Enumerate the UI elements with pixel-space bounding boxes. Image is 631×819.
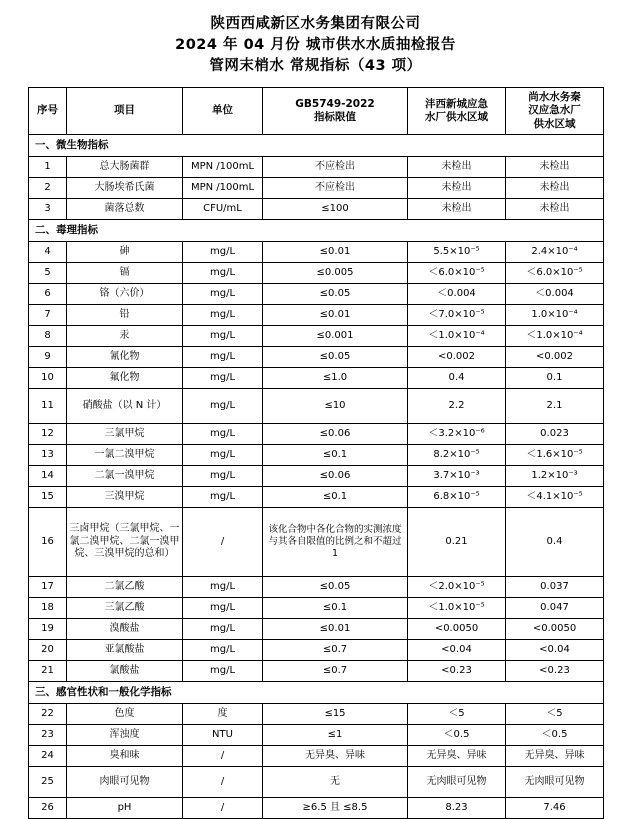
- cell-unit: mg/L: [183, 263, 263, 284]
- cell-limit: ≤0.1: [263, 445, 408, 466]
- cell-region-2: 未检出: [506, 199, 604, 220]
- cell-region-2: ＜0.004: [506, 284, 604, 305]
- cell-no: 6: [29, 284, 67, 305]
- cell-unit: MPN /100mL: [183, 157, 263, 178]
- cell-item: 氟化物: [67, 368, 183, 389]
- cell-unit: mg/L: [183, 619, 263, 640]
- cell-region-1: 8.23: [408, 798, 506, 819]
- cell-no: 10: [29, 368, 67, 389]
- cell-region-1: ＜5: [408, 704, 506, 725]
- cell-region-1: 无肉眼可见物: [408, 767, 506, 798]
- header-region-1-line1: 沣西新城应急: [425, 97, 488, 110]
- table-row: [29, 598, 604, 619]
- cell-item: 氰化物: [67, 347, 183, 368]
- cell-unit: mg/L: [183, 347, 263, 368]
- cell-limit: ≤0.06: [263, 466, 408, 487]
- cell-unit: mg/L: [183, 242, 263, 263]
- cell-region-2: 0.1: [506, 368, 604, 389]
- cell-limit: ≤100: [263, 199, 408, 220]
- header-limit: [263, 88, 408, 135]
- cell-item: 溴酸盐: [67, 619, 183, 640]
- cell-limit: ≤0.01: [263, 619, 408, 640]
- cell-region-2: 2.4×10⁻⁴: [506, 242, 604, 263]
- cell-region-1: 0.21: [408, 508, 506, 577]
- cell-item: 浑浊度: [67, 725, 183, 746]
- header-unit: 单位: [183, 88, 263, 135]
- table-row: [29, 640, 604, 661]
- table-row: [29, 242, 604, 263]
- table-body: [29, 135, 604, 819]
- cell-no: 22: [29, 704, 67, 725]
- cell-unit: /: [183, 508, 263, 577]
- cell-no: 7: [29, 305, 67, 326]
- table-row: [29, 661, 604, 682]
- cell-item: 一氯二溴甲烷: [67, 445, 183, 466]
- cell-unit: mg/L: [183, 466, 263, 487]
- cell-no: 2: [29, 178, 67, 199]
- cell-region-2: ＜1.6×10⁻⁵: [506, 445, 604, 466]
- cell-region-2: <0.23: [506, 661, 604, 682]
- cell-limit: ≤15: [263, 704, 408, 725]
- cell-item: 氯酸盐: [67, 661, 183, 682]
- cell-no: 13: [29, 445, 67, 466]
- cell-region-1: ＜2.0×10⁻⁵: [408, 577, 506, 598]
- cell-limit: ≤0.01: [263, 242, 408, 263]
- cell-limit: 无: [263, 767, 408, 798]
- cell-region-2: 无肉眼可见物: [506, 767, 604, 798]
- report-period-title: 2024 年 04 月份 城市供水水质抽检报告: [175, 37, 456, 54]
- cell-region-2: <0.04: [506, 640, 604, 661]
- cell-limit: ≤0.7: [263, 661, 408, 682]
- cell-region-1: ＜1.0×10⁻⁴: [408, 326, 506, 347]
- cell-region-2: 0.023: [506, 424, 604, 445]
- cell-limit: ≤0.05: [263, 347, 408, 368]
- table-row: [29, 284, 604, 305]
- cell-unit: mg/L: [183, 424, 263, 445]
- cell-limit: ≤0.1: [263, 487, 408, 508]
- cell-item: 砷: [67, 242, 183, 263]
- cell-region-1: ＜1.0×10⁻⁵: [408, 598, 506, 619]
- cell-no: 19: [29, 619, 67, 640]
- cell-no: 3: [29, 199, 67, 220]
- cell-item: pH: [67, 798, 183, 819]
- cell-unit: /: [183, 798, 263, 819]
- cell-no: 16: [29, 508, 67, 577]
- cell-item: 镉: [67, 263, 183, 284]
- cell-region-1: ＜6.0×10⁻⁵: [408, 263, 506, 284]
- cell-region-1: <0.23: [408, 661, 506, 682]
- cell-region-1: 8.2×10⁻⁵: [408, 445, 506, 466]
- cell-region-1: 3.7×10⁻³: [408, 466, 506, 487]
- table-row: [29, 445, 604, 466]
- cell-region-2: 7.46: [506, 798, 604, 819]
- table-row: [29, 368, 604, 389]
- table-row: [29, 746, 604, 767]
- cell-no: 4: [29, 242, 67, 263]
- cell-unit: CFU/mL: [183, 199, 263, 220]
- cell-unit: MPN /100mL: [183, 178, 263, 199]
- cell-unit: /: [183, 767, 263, 798]
- cell-item: 铅: [67, 305, 183, 326]
- cell-region-1: 未检出: [408, 178, 506, 199]
- cell-region-1: 未检出: [408, 157, 506, 178]
- header-region-2-line3: 供水区域: [533, 117, 576, 130]
- cell-item: 臭和味: [67, 746, 183, 767]
- cell-limit: 无异臭、异味: [263, 746, 408, 767]
- cell-unit: mg/L: [183, 389, 263, 424]
- header-limit-line1: GB5749-2022: [295, 97, 375, 110]
- section-label: 三、感官性状和一般化学指标: [29, 682, 604, 704]
- table-header: [29, 88, 604, 135]
- cell-region-1: 无异臭、异味: [408, 746, 506, 767]
- table-row: [29, 704, 604, 725]
- cell-region-2: ＜1.0×10⁻⁴: [506, 326, 604, 347]
- cell-no: 25: [29, 767, 67, 798]
- cell-no: 24: [29, 746, 67, 767]
- cell-no: 14: [29, 466, 67, 487]
- cell-region-1: 2.2: [408, 389, 506, 424]
- cell-item: 三氯乙酸: [67, 598, 183, 619]
- cell-item: 色度: [67, 704, 183, 725]
- company-name: 陕西西咸新区水务集团有限公司: [210, 16, 421, 32]
- cell-unit: mg/L: [183, 598, 263, 619]
- cell-region-2: 2.1: [506, 389, 604, 424]
- table-row: [29, 619, 604, 640]
- cell-no: 20: [29, 640, 67, 661]
- cell-limit: 该化合物中各化合物的实测浓度与其各自限值的比例之和不超过 1: [263, 508, 408, 577]
- cell-unit: NTU: [183, 725, 263, 746]
- table-row: [29, 725, 604, 746]
- table-row: [29, 577, 604, 598]
- header-no: 序号: [29, 88, 67, 135]
- cell-limit: 不应检出: [263, 157, 408, 178]
- cell-region-2: 无异臭、异味: [506, 746, 604, 767]
- table-section-header: [29, 220, 604, 242]
- cell-item: 大肠埃希氏菌: [67, 178, 183, 199]
- table-row: [29, 389, 604, 424]
- header-region-2: [506, 88, 604, 135]
- cell-no: 11: [29, 389, 67, 424]
- table-row: [29, 767, 604, 798]
- report-title-block: [28, 14, 603, 77]
- cell-no: 8: [29, 326, 67, 347]
- cell-region-1: <0.002: [408, 347, 506, 368]
- cell-unit: mg/L: [183, 661, 263, 682]
- table-row: [29, 508, 604, 577]
- cell-item: 二氯乙酸: [67, 577, 183, 598]
- cell-region-1: <0.0050: [408, 619, 506, 640]
- table-row: [29, 347, 604, 368]
- table-header-row: [29, 88, 604, 135]
- cell-limit: ≤1.0: [263, 368, 408, 389]
- table-row: [29, 199, 604, 220]
- cell-region-2: 1.0×10⁻⁴: [506, 305, 604, 326]
- table-row: [29, 326, 604, 347]
- cell-item: 三卤甲烷（三氯甲烷、一氯二溴甲烷、二氯一溴甲烷、三溴甲烷的总和）: [67, 508, 183, 577]
- table-row: [29, 157, 604, 178]
- cell-region-1: 未检出: [408, 199, 506, 220]
- cell-limit: ≤0.001: [263, 326, 408, 347]
- cell-limit: ≤0.01: [263, 305, 408, 326]
- cell-region-2: 0.4: [506, 508, 604, 577]
- header-region-2-line1: 尚水水务秦: [528, 91, 581, 104]
- cell-limit: ≤0.7: [263, 640, 408, 661]
- cell-limit: ≤0.05: [263, 284, 408, 305]
- cell-region-1: 5.5×10⁻⁵: [408, 242, 506, 263]
- cell-unit: mg/L: [183, 445, 263, 466]
- cell-region-2: ＜5: [506, 704, 604, 725]
- cell-no: 26: [29, 798, 67, 819]
- cell-region-1: ＜3.2×10⁻⁶: [408, 424, 506, 445]
- cell-region-2: ＜6.0×10⁻⁵: [506, 263, 604, 284]
- section-label: 二、毒理指标: [29, 220, 604, 242]
- cell-limit: ≥6.5 且 ≤8.5: [263, 798, 408, 819]
- cell-limit: ≤0.06: [263, 424, 408, 445]
- cell-region-2: 未检出: [506, 178, 604, 199]
- table-row: [29, 305, 604, 326]
- cell-region-2: ＜4.1×10⁻⁵: [506, 487, 604, 508]
- cell-region-2: 未检出: [506, 157, 604, 178]
- cell-no: 12: [29, 424, 67, 445]
- cell-item: 汞: [67, 326, 183, 347]
- cell-no: 23: [29, 725, 67, 746]
- cell-item: 亚氯酸盐: [67, 640, 183, 661]
- header-item: 项目: [67, 88, 183, 135]
- cell-region-1: 6.8×10⁻⁵: [408, 487, 506, 508]
- section-label: 一、微生物指标: [29, 135, 604, 157]
- cell-unit: mg/L: [183, 284, 263, 305]
- table-row: [29, 466, 604, 487]
- table-row: [29, 178, 604, 199]
- cell-region-2: <0.0050: [506, 619, 604, 640]
- cell-region-1: <0.04: [408, 640, 506, 661]
- cell-region-2: <0.002: [506, 347, 604, 368]
- cell-item: 三溴甲烷: [67, 487, 183, 508]
- cell-item: 三氯甲烷: [67, 424, 183, 445]
- cell-no: 9: [29, 347, 67, 368]
- table-row: [29, 424, 604, 445]
- cell-no: 17: [29, 577, 67, 598]
- cell-unit: 度: [183, 704, 263, 725]
- cell-no: 5: [29, 263, 67, 284]
- cell-unit: mg/L: [183, 487, 263, 508]
- cell-item: 铬（六价）: [67, 284, 183, 305]
- cell-limit: ≤0.05: [263, 577, 408, 598]
- cell-unit: mg/L: [183, 640, 263, 661]
- cell-unit: mg/L: [183, 326, 263, 347]
- cell-unit: /: [183, 746, 263, 767]
- cell-unit: mg/L: [183, 577, 263, 598]
- cell-no: 21: [29, 661, 67, 682]
- cell-item: 总大肠菌群: [67, 157, 183, 178]
- table-row: [29, 263, 604, 284]
- cell-item: 二氯一溴甲烷: [67, 466, 183, 487]
- cell-region-1: ＜0.5: [408, 725, 506, 746]
- cell-region-1: ＜7.0×10⁻⁵: [408, 305, 506, 326]
- table-row: [29, 487, 604, 508]
- header-region-1-line2: 水厂供水区域: [425, 111, 488, 124]
- header-limit-line2: 指标限值: [314, 111, 356, 124]
- cell-region-2: 1.2×10⁻³: [506, 466, 604, 487]
- cell-no: 1: [29, 157, 67, 178]
- cell-region-1: 0.4: [408, 368, 506, 389]
- cell-item: 肉眼可见物: [67, 767, 183, 798]
- cell-region-2: 0.037: [506, 577, 604, 598]
- table-section-header: [29, 682, 604, 704]
- cell-region-2: 0.047: [506, 598, 604, 619]
- cell-region-1: ＜0.004: [408, 284, 506, 305]
- cell-limit: ≤1: [263, 725, 408, 746]
- table-section-header: [29, 135, 604, 157]
- table-row: [29, 798, 604, 819]
- report-subtitle: 管网末梢水 常规指标（43 项）: [209, 58, 422, 75]
- cell-limit: ≤0.1: [263, 598, 408, 619]
- header-region-2-line2: 汉应急水厂: [528, 104, 581, 117]
- cell-limit: 不应检出: [263, 178, 408, 199]
- cell-limit: ≤10: [263, 389, 408, 424]
- cell-unit: mg/L: [183, 368, 263, 389]
- cell-item: 菌落总数: [67, 199, 183, 220]
- cell-unit: mg/L: [183, 305, 263, 326]
- cell-limit: ≤0.005: [263, 263, 408, 284]
- header-region-1: [408, 88, 506, 135]
- water-quality-table: [28, 87, 604, 819]
- cell-no: 15: [29, 487, 67, 508]
- cell-region-2: ＜0.5: [506, 725, 604, 746]
- cell-no: 18: [29, 598, 67, 619]
- cell-item: 硝酸盐（以 N 计）: [67, 389, 183, 424]
